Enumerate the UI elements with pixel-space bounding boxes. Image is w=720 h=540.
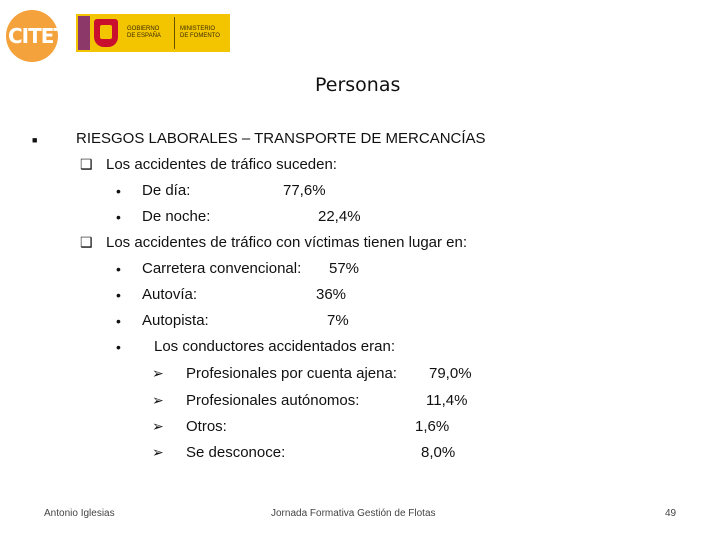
list-item-value: 57% (329, 260, 360, 277)
list-item-label: De noche: (142, 208, 211, 225)
citet-logo (6, 10, 67, 62)
footer-author: Antonio Iglesias (44, 508, 115, 519)
list-item-label: Autopista: (142, 312, 209, 329)
list-item-value: 36% (316, 286, 347, 303)
citet-logo-text: CITET (8, 24, 67, 48)
list-item-value: 8,0% (421, 444, 456, 461)
square-bullet-icon: ■ (32, 135, 38, 145)
list-item-value: 22,4% (318, 208, 361, 225)
list-item-label: Profesionales autónomos: (186, 392, 360, 409)
coat-of-arms-icon (94, 19, 118, 47)
list-item-label: Profesionales por cuenta ajena: (186, 365, 397, 382)
list-item-value: 1,6% (415, 418, 450, 435)
government-logo-divider (174, 17, 175, 49)
dot-bullet-icon: • (116, 313, 121, 329)
arrow-bullet-icon: ➢ (152, 418, 164, 434)
arrow-bullet-icon: ➢ (152, 365, 164, 381)
government-logo-stripe (78, 16, 90, 50)
list-item-label: Se desconoce: (186, 444, 286, 461)
list-item-value: 11,4% (426, 392, 468, 409)
checkbox-bullet-icon: ❑ (80, 234, 93, 250)
list-item-value: 7% (327, 312, 349, 329)
list-item-value: 77,6% (283, 182, 326, 199)
list-item-label: Autovía: (142, 286, 198, 303)
page-number: 49 (665, 508, 677, 519)
section2-label: Los accidentes de tráfico con víctimas tienen lugar en: (106, 234, 468, 251)
dot-bullet-icon: • (116, 261, 121, 277)
ministry-name: MINISTERIO DE FOMENTO (180, 26, 220, 39)
footer-event: Jornada Formativa Gestión de Flotas (271, 508, 436, 519)
dot-bullet-icon: • (116, 287, 121, 303)
checkbox-bullet-icon: ❑ (80, 156, 93, 172)
slide-heading: RIESGOS LABORALES – TRANSPORTE DE MERCANCÍAS (76, 130, 486, 147)
arrow-bullet-icon: ➢ (152, 392, 164, 408)
list-item-value: 79,0% (429, 365, 472, 382)
government-name: GOBIERNO DE ESPAÑA (127, 26, 161, 39)
list-item-label: Otros: (186, 418, 227, 435)
dot-bullet-icon: • (116, 209, 121, 225)
dot-bullet-icon: • (116, 339, 121, 355)
drivers-label: Los conductores accidentados eran: (154, 338, 395, 355)
slide-title: Personas (315, 74, 401, 96)
dot-bullet-icon: • (116, 183, 121, 199)
arrow-bullet-icon: ➢ (152, 444, 164, 460)
list-item-label: Carretera convencional: (142, 260, 302, 277)
list-item-label: De día: (142, 182, 191, 199)
section1-label: Los accidentes de tráfico suceden: (106, 156, 337, 173)
